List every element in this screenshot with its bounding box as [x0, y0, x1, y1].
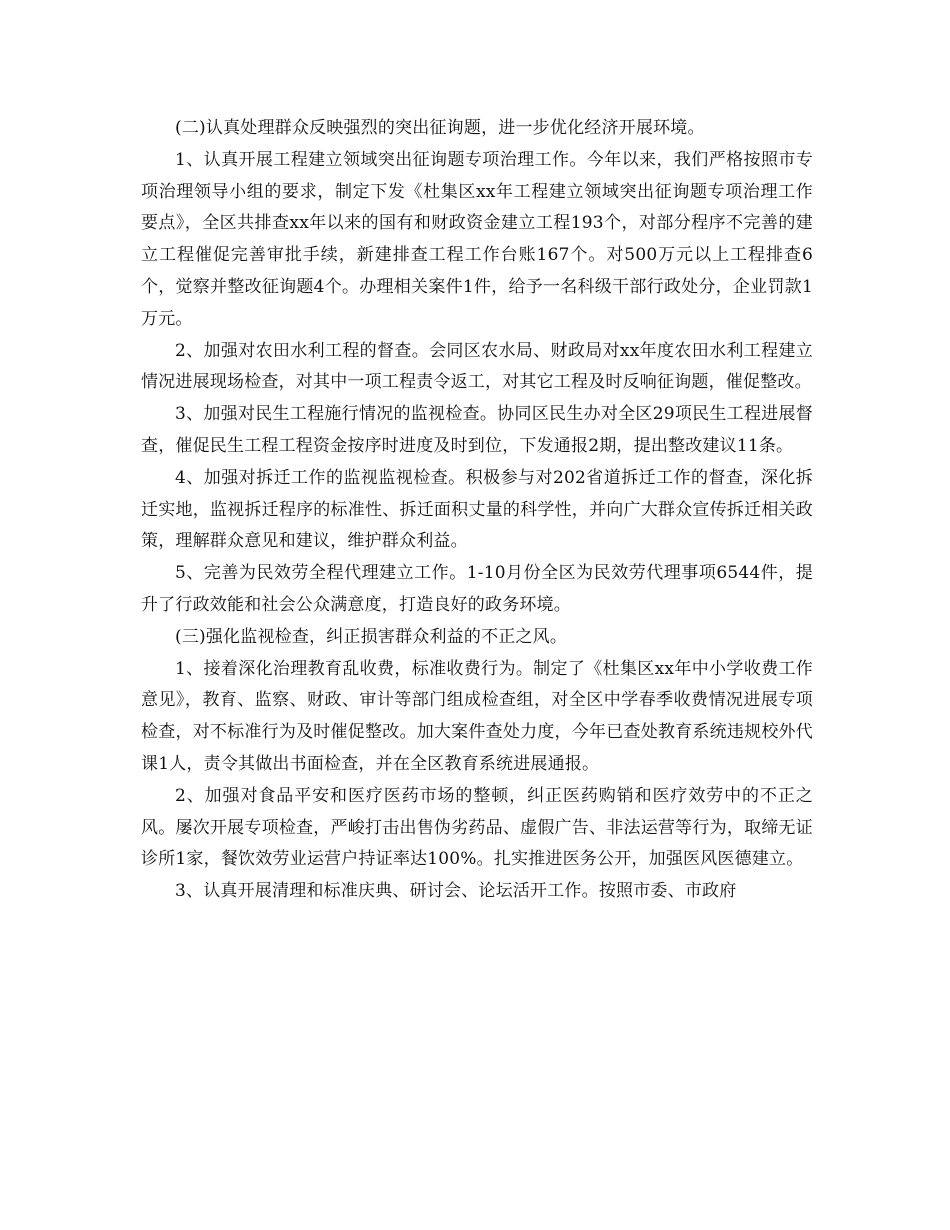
document-body	[141, 113, 813, 908]
paragraph-item-3b: 3、认真开展清理和标准庆典、研讨会、论坛活开工作。按照市委、市政府	[175, 881, 737, 902]
paragraph-item-1: 1、认真开展工程建立领域突出征询题专项治理工作。今年以来，我们严格按照市专项治理领导小组的要求，制定下发《杜集区xx年工程建立领域突出征询题专项治理工作要点》，全区共排查xx年以来的国有和财政资金建立工程193个，对部分程序不完善的建立工程催促完善审批手续，新建排查工程工作台账167个。对500万元以上工程排查6个，觉察并整改征询题4个。办理相关案件1件，给予一名科级干部行政处分，企业罚款1万元。	[141, 149, 813, 329]
paragraph-item-1b: 1、接着深化治理教育乱收费，标准收费行为。制定了《杜集区xx年中小学收费工作意见》，教育、监察、财政、审计等部门组成检查组，对全区中学春季收费情况进展专项检查，对不标准行为及时催促整改。加大案件查处力度，今年已查处教育系统违规校外代课1人，责令其做出书面检查，并在全区教育系统进展通报。	[141, 658, 813, 774]
section-heading-3: (三)强化监视检查，纠正损害群众利益的不正之风。	[175, 626, 568, 647]
paragraph-item-5: 5、完善为民效劳全程代理建立工作。1-10月份全区为民效劳代理事项6544件，提升了行政效能和社会公众满意度，打造良好的政务环境。	[141, 563, 813, 615]
paragraph-item-2: 2、加强对农田水利工程的督查。会同区农水局、财政局对xx年度农田水利工程建立情况进展现场检查，对其中一项工程责令返工，对其它工程及时反响征询题，催促整改。	[141, 340, 813, 393]
paragraph-item-4: 4、加强对拆迁工作的监视监视检查。积极参与对202省道拆迁工作的督查，深化拆迁实地，监视拆迁程序的标准性、拆迁面积丈量的科学性，并向广大群众宣传拆迁相关政策，理解群众意见和建议，维护群众利益。	[141, 467, 813, 552]
section-heading-2: (二)认真处理群众反映强烈的突出征询题，进一步优化经济开展环境。	[175, 118, 705, 138]
paragraph-item-2b: 2、加强对食品平安和医疗医药市场的整顿，纠正医药购销和医疗效劳中的不正之风。屡次开展专项检查，严峻打击出售伪劣药品、虚假广告、非法运营等行为，取缔无证诊所1家，餐饮效劳业运营户持证率达100%。扎实推进医务公开，加强医风医德建立。	[141, 785, 813, 870]
paragraph-item-3: 3、加强对民生工程施行情况的监视检查。协同区民生办对全区29项民生工程进展督查，催促民生工程工程资金按序时进度及时到位，下发通报2期，提出整改建议11条。	[141, 404, 813, 456]
